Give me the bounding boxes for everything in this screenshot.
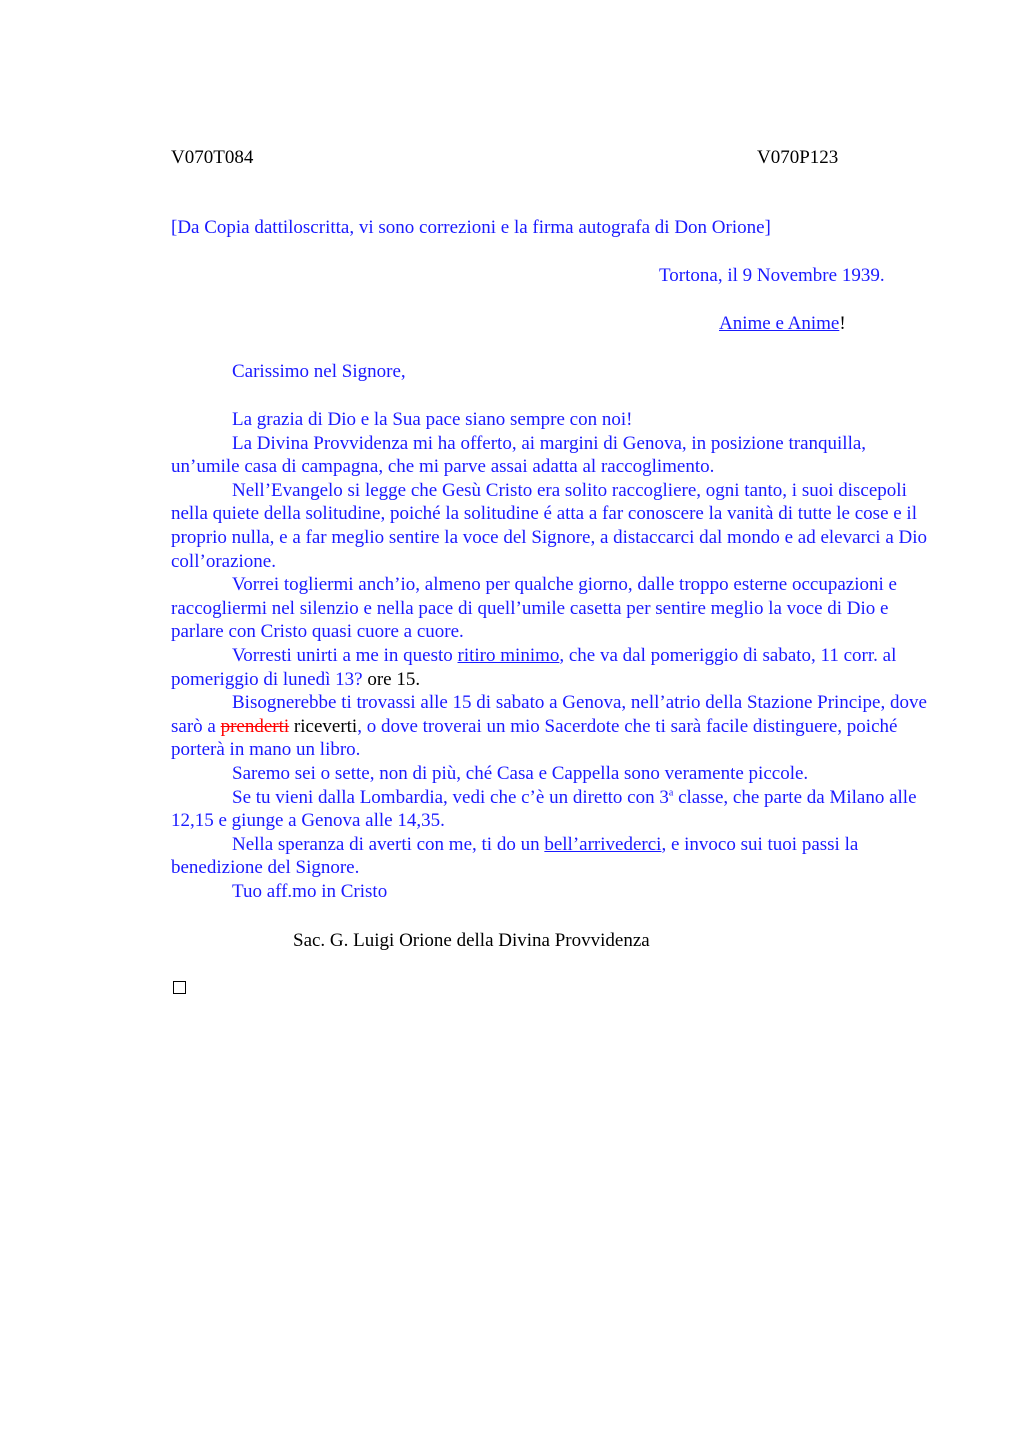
paragraph-9-before: Nella speranza di averti con me, ti do un [232, 833, 545, 855]
paragraph-6-correction: riceverti [289, 715, 358, 737]
paragraph-1: La grazia di Dio e la Sua pace siano sempre con noi! [232, 409, 633, 430]
signature: Sac. G. Luigi Orione della Divina Provvidenza [293, 930, 650, 951]
paragraph-6 [171, 691, 931, 762]
paragraph-4: Vorrei togliermi anch’io, almeno per qualche giorno, dalle troppo esterne occupazioni e raccogliermi nel silenzio e nella pace di quell’umile casetta per sentire meglio la voce di Dio e parlare con Cristo quasi cuore a cuore. [171, 574, 897, 643]
paragraph-3: Nell’Evangelo si legge che Gesù Cristo era solito raccogliere, ogni tanto, i suoi discepoli nella quiete della solitudine, poiché la solitudine é atta a far conoscere la vanità di tutte le cose e il proprio nulla, e a far meglio sentire la voce del Signore, a distaccarci dal mondo e ad elevarci a Dio coll’orazione. [171, 479, 928, 572]
paragraph-5-correction: ore 15. [367, 668, 421, 690]
motto [719, 313, 846, 335]
paragraph-2: La Divina Provvidenza mi ha offerto, ai margini di Genova, in posizione tranquilla, un’umile casa di campagna, che mi parve assai adatta al raccoglimento. [171, 432, 867, 478]
paragraph-5 [171, 644, 931, 691]
source-note: [Da Copia dattiloscritta, vi sono correzioni e la firma autografa di Don Orione] [171, 217, 771, 238]
paragraph-5-after: , che va dal pomeriggio di sabato, 11 corr. al pomeriggio di lunedì 13? [171, 644, 897, 690]
date-line: Tortona, il 9 Novembre 1939. [659, 265, 885, 286]
motto-text: Anime e Anime [719, 313, 840, 334]
paragraph-5-before: Vorresti unirti a me in questo [232, 644, 458, 666]
paragraph-6-after: , o dove troverai un mio Sacerdote che ti sarà facile distinguere, poiché porterà in mano un libro. [171, 715, 898, 761]
paragraph-9-underlined: bell’arrivederci [544, 833, 662, 855]
paragraph-7: Saremo sei o sette, non di più, ché Casa e Cappella sono veramente piccole. [232, 762, 809, 784]
archive-code-left: V070T084 [171, 147, 254, 168]
closing: Tuo aff.mo in Cristo [232, 880, 388, 902]
struck-word: prenderti [220, 715, 290, 737]
archive-code-right: V070P123 [757, 147, 839, 168]
paragraph-6-before: Bisognerebbe ti trovassi alle 15 di sabato a Genova, nell’atrio della Stazione Principe, dove sarò a [171, 692, 927, 737]
paragraph-8-superscript: a [668, 787, 674, 799]
empty-square-icon [173, 981, 186, 994]
paragraph-9 [171, 833, 931, 880]
paragraph-8-after: classe, che parte da Milano alle 12,15 e giunge a Genova alle 14,35. [171, 786, 917, 832]
salutation: Carissimo nel Signore, [232, 361, 406, 382]
paragraph-9-after: , e invoco sui tuoi passi la benedizione del Signore. [171, 833, 859, 879]
paragraph-5-underlined: ritiro minimo [457, 644, 560, 666]
paragraph-8-before: Se tu vieni dalla Lombardia, vedi che c’è un diretto con 3 [232, 786, 669, 808]
motto-punct: ! [839, 313, 846, 334]
letter-body [171, 408, 931, 903]
paragraph-8 [171, 786, 931, 833]
